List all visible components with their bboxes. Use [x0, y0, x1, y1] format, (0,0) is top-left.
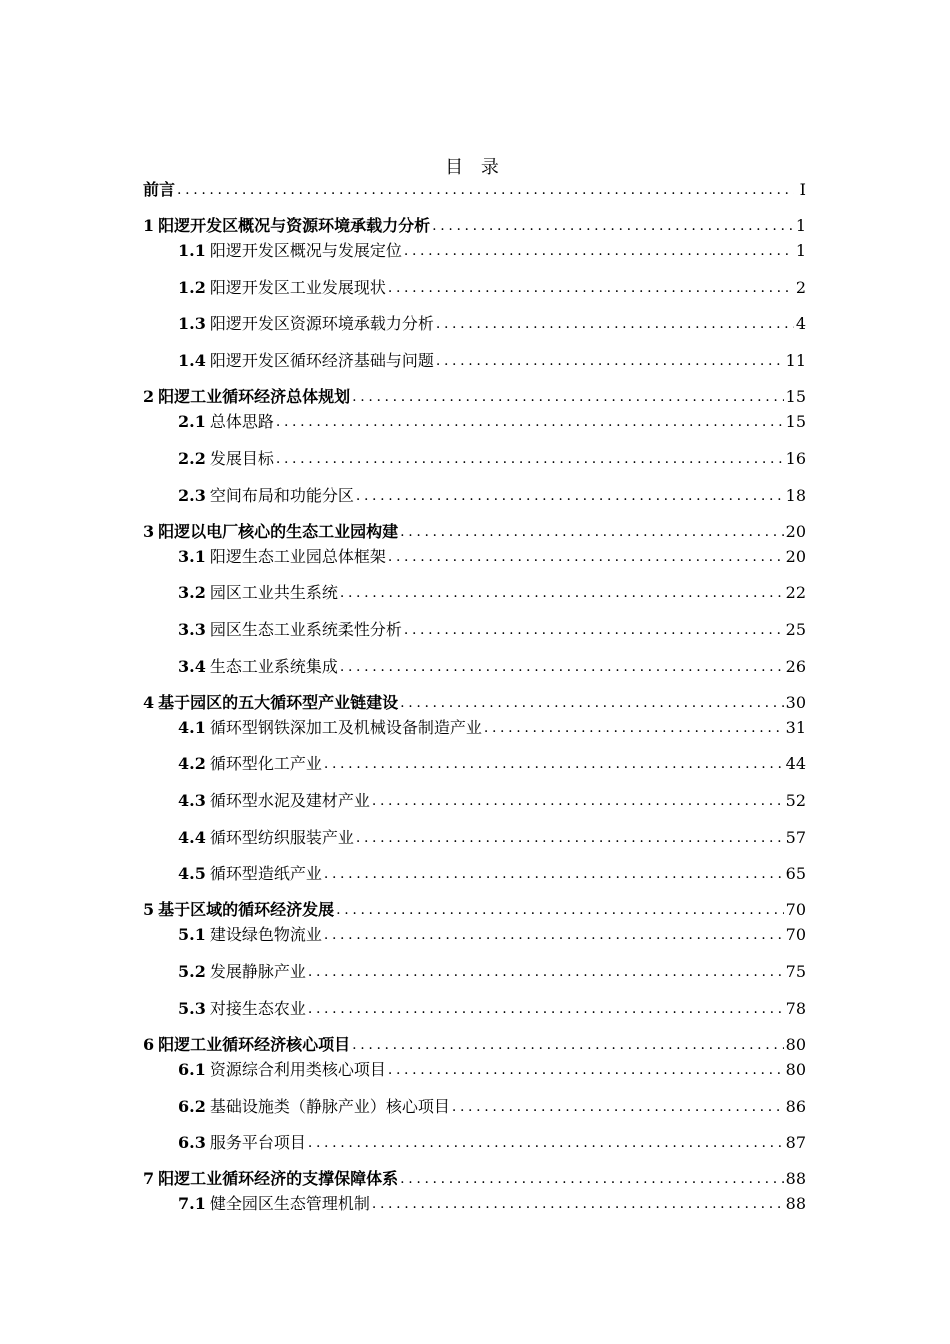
toc-entry-number: 1.2	[178, 277, 206, 297]
toc-dot-leader	[340, 583, 784, 603]
toc-entry-number: 3.4	[178, 656, 206, 676]
toc-chapter-entry[interactable]	[143, 178, 806, 200]
toc-entry-title: 服务平台项目	[209, 1133, 306, 1153]
toc-entry-number: 1.1	[178, 241, 206, 260]
toc-entry-number: 5.2	[178, 962, 206, 982]
toc-entry-title: 阳逻开发区资源环境承载力分析	[209, 314, 434, 334]
toc-chapter-entry[interactable]	[143, 214, 806, 236]
toc-chapter-entry[interactable]	[143, 1167, 806, 1189]
toc-entry-number: 1	[143, 216, 155, 235]
toc-entry-number: 2.1	[178, 412, 206, 432]
toc-dot-leader	[276, 412, 784, 432]
toc-chapter-entry[interactable]	[143, 1033, 806, 1055]
toc-entry-title: 空间布局和功能分区	[209, 485, 354, 505]
toc-dot-leader	[324, 925, 784, 945]
toc-page-number: 70	[785, 925, 806, 945]
toc-page-number: 87	[785, 1133, 806, 1153]
toc-dot-leader	[352, 1035, 783, 1055]
toc-page-number: 78	[785, 998, 806, 1018]
toc-section-entry[interactable]	[143, 960, 806, 982]
toc-entry-title: 基于区域的循环经济发展	[158, 900, 335, 920]
toc-entry-title: 阳逻生态工业园总体框架	[209, 546, 386, 566]
toc-section-entry[interactable]	[143, 826, 806, 848]
toc-section-entry[interactable]	[143, 655, 806, 677]
toc-entry-title: 建设绿色物流业	[209, 925, 322, 945]
toc-entry-number: 5	[143, 900, 155, 920]
toc-dot-leader	[308, 962, 784, 982]
toc-dot-leader	[388, 1060, 784, 1080]
toc-section-entry[interactable]	[143, 862, 806, 884]
toc-section-entry[interactable]	[143, 618, 806, 640]
toc-dot-leader	[336, 900, 783, 920]
toc-section-entry[interactable]	[143, 484, 806, 506]
toc-entry-title: 循环型化工产业	[209, 754, 322, 774]
toc-chapter-entry[interactable]	[143, 898, 806, 920]
toc-entry-title: 阳逻开发区概况与发展定位	[209, 241, 402, 260]
toc-page-number: 2	[795, 277, 806, 297]
toc-title: 目 录	[445, 157, 505, 178]
toc-section-entry[interactable]	[143, 276, 806, 298]
toc-entry-number: 2	[143, 387, 155, 407]
toc-page-number: 16	[785, 448, 806, 468]
toc-entry-number: 4.3	[178, 791, 206, 810]
toc-dot-leader	[356, 486, 784, 506]
toc-section-entry[interactable]	[143, 789, 806, 811]
toc-dot-leader	[484, 718, 784, 738]
toc-entry-title: 阳逻开发区循环经济基础与问题	[209, 351, 434, 371]
toc-entry-number: 4.5	[178, 864, 206, 884]
toc-section-entry[interactable]	[143, 1131, 806, 1153]
toc-dot-leader	[308, 999, 784, 1019]
toc-page-number: 80	[785, 1034, 806, 1054]
toc-entry-number: 4	[143, 692, 155, 712]
toc-entry-title: 基础设施类（静脉产业）核心项目	[209, 1096, 450, 1116]
toc-section-entry[interactable]	[143, 752, 806, 774]
toc-entry-title: 阳逻工业循环经济总体规划	[158, 387, 351, 407]
toc-page-number: 30	[785, 692, 806, 712]
toc-dot-leader	[436, 351, 784, 371]
toc-dot-leader	[177, 180, 794, 200]
toc-section-entry[interactable]	[143, 716, 806, 738]
toc-page-number: 75	[785, 962, 806, 982]
toc-entry-title: 发展静脉产业	[209, 962, 306, 982]
toc-page-number: 25	[785, 619, 806, 639]
toc-entry-number: 4.4	[178, 827, 206, 847]
toc-dot-leader	[436, 314, 794, 334]
toc-entry-title: 阳逻工业循环经济核心项目	[158, 1034, 351, 1054]
toc-dot-leader	[324, 864, 784, 884]
toc-dot-leader	[400, 1169, 783, 1189]
toc-entry-number: 5.3	[178, 998, 206, 1018]
toc-entry-title: 园区工业共生系统	[209, 583, 338, 603]
toc-page-number: I	[799, 180, 806, 199]
toc-dot-leader	[352, 387, 783, 407]
toc-page-number: 1	[795, 216, 806, 235]
toc-entry-title: 园区生态工业系统柔性分析	[209, 619, 402, 639]
toc-entry-title: 阳逻以电厂核心的生态工业园构建	[158, 521, 399, 541]
toc-entry-number: 4.1	[178, 717, 206, 737]
toc-page-number: 86	[785, 1096, 806, 1116]
toc-dot-leader	[388, 547, 784, 567]
toc-section-entry[interactable]	[143, 1095, 806, 1117]
toc-entry-number: 2.3	[178, 485, 206, 505]
toc-entry-number: 7	[143, 1169, 155, 1189]
toc-section-entry[interactable]	[143, 581, 806, 603]
toc-entry-number: 6.1	[178, 1059, 206, 1079]
toc-section-entry[interactable]	[143, 349, 806, 371]
toc-page-number: 15	[785, 387, 806, 407]
toc-page-number: 22	[785, 583, 806, 603]
toc-dot-leader	[324, 754, 784, 774]
toc-page-number: 88	[785, 1194, 806, 1214]
toc-page-number: 57	[785, 827, 806, 847]
toc-dot-leader	[340, 657, 784, 677]
toc-entry-title: 循环型水泥及建材产业	[209, 791, 370, 810]
toc-page-number: 4	[795, 314, 806, 334]
toc-entry-number: 2.2	[178, 448, 206, 468]
toc-entry-number: 5.1	[178, 925, 206, 945]
toc-page-number: 15	[785, 412, 806, 432]
toc-dot-leader	[372, 1194, 784, 1214]
toc-entry-number: 3.1	[178, 546, 206, 566]
toc-section-entry[interactable]	[143, 923, 806, 945]
toc-dot-leader	[400, 693, 783, 713]
toc-page-number: 26	[785, 656, 806, 676]
toc-page-number: 31	[785, 717, 806, 737]
toc-entry-title: 循环型造纸产业	[209, 864, 322, 884]
toc-dot-leader	[308, 1133, 784, 1153]
toc-page-number: 44	[785, 754, 806, 774]
toc-entry-number: 3.2	[178, 583, 206, 603]
toc-page-number: 80	[785, 1059, 806, 1079]
toc-entry-number: 1.3	[178, 314, 206, 334]
toc-entry-number: 6	[143, 1034, 155, 1054]
toc-page-number: 1	[795, 241, 806, 260]
toc-chapter-entry[interactable]	[143, 385, 806, 407]
toc-section-entry[interactable]	[143, 997, 806, 1019]
toc-page-number: 20	[785, 521, 806, 541]
toc-dot-leader	[400, 522, 783, 542]
toc-dot-leader	[372, 791, 784, 811]
toc-dot-leader	[276, 449, 784, 469]
toc-page-number: 52	[785, 791, 806, 810]
toc-section-entry[interactable]	[143, 447, 806, 469]
toc-entry-title: 生态工业系统集成	[209, 656, 338, 676]
toc-entry-title: 对接生态农业	[209, 998, 306, 1018]
toc-entry-number: 6.3	[178, 1133, 206, 1153]
toc-entry-title: 阳逻工业循环经济的支撑保障体系	[158, 1169, 399, 1189]
toc-entry-number: 6.2	[178, 1096, 206, 1116]
toc-dot-leader	[404, 241, 794, 261]
toc-entry-title: 前言	[143, 180, 176, 199]
toc-entry-title: 循环型钢铁深加工及机械设备制造产业	[209, 717, 482, 737]
toc-entry-title: 循环型纺织服装产业	[209, 827, 354, 847]
toc-entry-number: 3	[143, 521, 155, 541]
toc-chapter-entry[interactable]	[143, 691, 806, 713]
toc-entry-title: 资源综合利用类核心项目	[209, 1059, 386, 1079]
toc-page-number: 70	[785, 900, 806, 920]
toc-entry-number: 3.3	[178, 619, 206, 639]
toc-page-number: 88	[785, 1169, 806, 1189]
toc-dot-leader	[388, 278, 794, 298]
toc-entry-title: 总体思路	[209, 412, 274, 432]
toc-dot-leader	[404, 620, 784, 640]
toc-entry-title: 阳逻开发区概况与资源环境承载力分析	[158, 216, 431, 235]
toc-entry-title: 阳逻开发区工业发展现状	[209, 277, 386, 297]
toc-entry-number: 4.2	[178, 754, 206, 774]
toc-dot-leader	[432, 216, 794, 236]
toc-section-entry[interactable]	[143, 545, 806, 567]
toc-entry-title: 发展目标	[209, 448, 274, 468]
toc-section-entry[interactable]	[143, 1192, 806, 1214]
toc-chapter-entry[interactable]	[143, 520, 806, 542]
toc-section-entry[interactable]	[143, 410, 806, 432]
toc-dot-leader	[356, 828, 784, 848]
toc-page-number: 18	[785, 485, 806, 505]
toc-page-number: 20	[785, 546, 806, 566]
toc-dot-leader	[452, 1097, 784, 1117]
toc-entry-number: 7.1	[178, 1194, 206, 1214]
toc-entry-title: 健全园区生态管理机制	[209, 1194, 370, 1214]
toc-section-entry[interactable]	[143, 239, 806, 261]
toc-section-entry[interactable]	[143, 312, 806, 334]
toc-section-entry[interactable]	[143, 1058, 806, 1080]
toc-page-number: 65	[785, 864, 806, 884]
toc-page-number: 11	[785, 351, 806, 371]
toc-entry-number: 1.4	[178, 351, 206, 371]
toc-entry-title: 基于园区的五大循环型产业链建设	[158, 692, 399, 712]
